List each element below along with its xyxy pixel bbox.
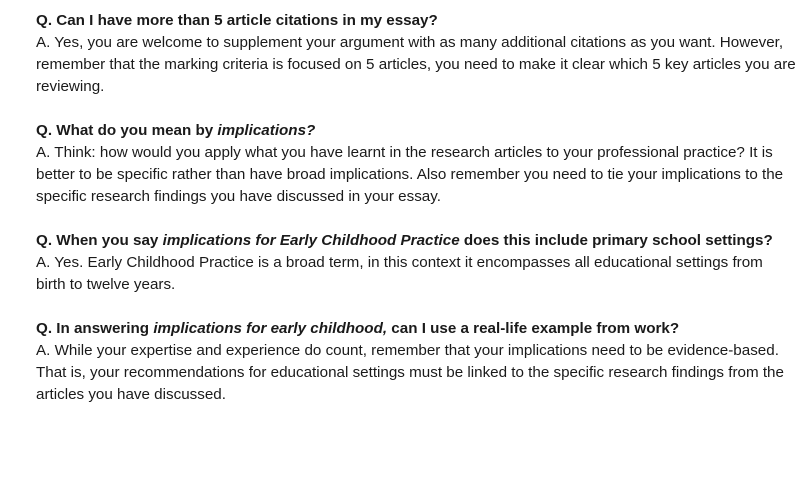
faq-item-real-life-example bbox=[36, 318, 796, 406]
question-text-suffix: can I use a real-life example from work? bbox=[387, 320, 680, 337]
faq-answer: A. Think: how would you apply what you have learnt in the research articles to your professional practice? It is better to be specific rather than have broad implications. Also remember you need to tie your implications to the specific research findings you have discussed in your essay. bbox=[36, 144, 784, 205]
faq-answer: A. Yes. Early Childhood Practice is a broad term, in this context it encompasses all educational settings from birth to twelve years. bbox=[36, 254, 763, 293]
faq-item-primary-school bbox=[36, 230, 796, 296]
question-text: Q. In answering bbox=[36, 320, 154, 337]
faq-question bbox=[36, 318, 796, 340]
faq-answer: A. While your expertise and experience do count, remember that your implications need to be evidence-based. That is, your recommendations for educational settings must be linked to the specific research findings from the articles you have discussed. bbox=[36, 342, 784, 403]
faq-item-citations bbox=[36, 10, 796, 98]
question-text: Q. When you say bbox=[36, 232, 163, 249]
faq-question bbox=[36, 120, 796, 142]
question-text-suffix: does this include primary school settings? bbox=[459, 232, 773, 249]
question-emphasis: implications for early childhood, bbox=[153, 320, 388, 337]
faq-document bbox=[36, 10, 796, 428]
question-emphasis: implications for Early Childhood Practice bbox=[162, 232, 460, 249]
question-text: Q. Can I have more than 5 article citations in my essay? bbox=[36, 12, 438, 29]
faq-question bbox=[36, 10, 796, 32]
faq-answer: A. Yes, you are welcome to supplement your argument with as many additional citations as you want. However, remember that the marking criteria is focused on 5 articles, you need to make it clear which 5 key articles you are reviewing. bbox=[36, 34, 796, 95]
faq-item-implications bbox=[36, 120, 796, 208]
question-text: Q. What do you mean by bbox=[36, 122, 218, 139]
faq-question bbox=[36, 230, 796, 252]
question-emphasis: implications? bbox=[217, 122, 316, 139]
